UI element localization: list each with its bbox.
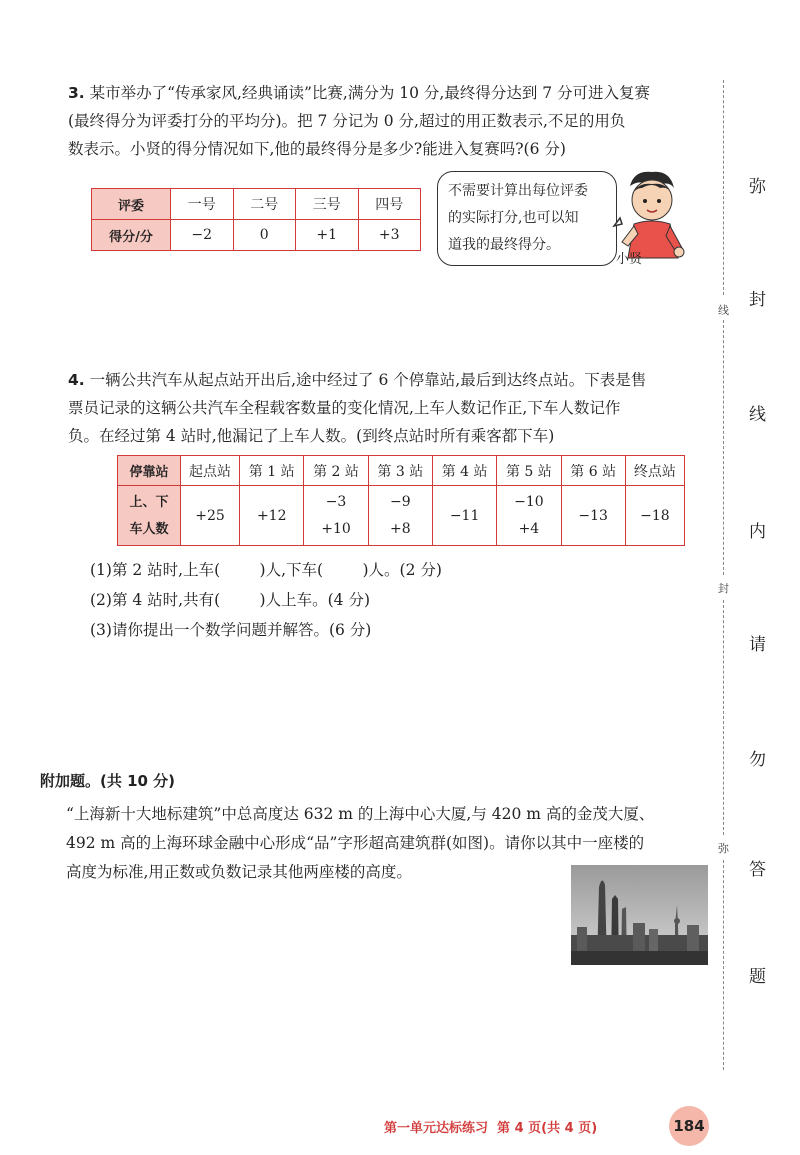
bonus-text-1: “上海新十大地标建筑”中总高度达 632 m 的上海中心大厦,与 420 m 高的金茂大厦、 [66, 805, 655, 823]
q4-header-label: 停靠站 [118, 456, 181, 486]
q4-change: −18 [625, 486, 684, 546]
margin-char: 勿 [749, 750, 766, 770]
q4-sub-question-1: (1)第 2 站时,上车( )人,下车( )人。(2 分) [90, 561, 442, 579]
page-number-badge: 184 [669, 1106, 709, 1146]
q4-row-label-line2: 车人数 [129, 521, 169, 537]
q4-change: −11 [432, 486, 496, 546]
q3-score: 0 [233, 220, 296, 251]
q4-text-3: 负。在经过第 4 站时,他漏记了上车人数。(到终点站时所有乘客都下车) [68, 427, 555, 445]
q3-number: 3. [68, 84, 85, 102]
q4-change-on: +4 [518, 520, 540, 537]
seal-line-segment [723, 600, 724, 835]
q4-line-1 [68, 366, 646, 394]
q3-score: +3 [358, 220, 421, 251]
q3-judge: 一号 [171, 189, 234, 220]
q4-station: 起点站 [181, 456, 240, 486]
q3-row-label: 得分/分 [92, 220, 171, 251]
q4-change [304, 486, 368, 546]
q3-text-3: 数表示。小贤的得分情况如下,他的最终得分是多少?能进入复赛吗?(6 分) [68, 140, 566, 158]
q4-number: 4. [68, 371, 85, 389]
q4-sub-question-2: (2)第 4 站时,共有( )人上车。(4 分) [90, 591, 370, 609]
q3-score-table [91, 188, 421, 251]
q4-station: 第 3 站 [368, 456, 432, 486]
margin-char: 内 [749, 522, 766, 542]
q4-row-label [118, 486, 181, 546]
speech-bubble [437, 171, 617, 266]
q4-station: 终点站 [625, 456, 684, 486]
seal-line-label: 弥 [718, 842, 729, 855]
seal-line-label: 封 [718, 582, 729, 595]
footer-text: 第一单元达标练习 第 4 页(共 4 页) [384, 1121, 598, 1136]
bubble-line: 道我的最终得分。 [448, 237, 560, 253]
q4-change: +25 [181, 486, 240, 546]
margin-char: 答 [749, 860, 766, 880]
seal-line-segment [723, 80, 724, 295]
q3-score: +1 [296, 220, 359, 251]
q4-text-2: 票员记录的这辆公共汽车全程载客数量的变化情况,上车人数记作正,下车人数记作 [68, 399, 621, 417]
q4-change [497, 486, 561, 546]
q4-text-1: 一辆公共汽车从起点站开出后,途中经过了 6 个停靠站,最后到达终点站。下表是售 [89, 371, 647, 389]
q3-line-1 [68, 79, 650, 107]
character-name-label: 小贤 [616, 252, 643, 267]
shanghai-skyline-photo [571, 865, 708, 965]
q4-change [368, 486, 432, 546]
margin-char: 题 [749, 967, 766, 987]
bonus-title: 附加题。(共 10 分) [40, 772, 176, 790]
bubble-line: 不需要计算出每位评委 [448, 183, 588, 199]
q3-header-label: 评委 [92, 189, 171, 220]
q3-text-2: (最终得分为评委打分的平均分)。把 7 分记为 0 分,超过的用正数表示,不足的用负 [68, 112, 626, 130]
q4-station: 第 4 站 [432, 456, 496, 486]
q4-change: −13 [561, 486, 625, 546]
q4-station: 第 1 站 [240, 456, 304, 486]
q4-sub-question-3: (3)请你提出一个数学问题并解答。(6 分) [90, 621, 372, 639]
q3-score: −2 [171, 220, 234, 251]
q3-text-1: 某市举办了“传承家风,经典诵读”比赛,满分为 10 分,最终得分达到 7 分可进入复赛 [89, 84, 651, 102]
seal-line-segment [723, 320, 724, 575]
q4-change-on: +8 [389, 520, 411, 537]
margin-char: 弥 [749, 177, 766, 197]
bubble-line: 的实际打分,也可以知 [448, 210, 579, 226]
q3-judge: 四号 [358, 189, 421, 220]
margin-char: 请 [749, 635, 766, 655]
margin-char: 线 [749, 405, 766, 425]
q4-change-off: −10 [514, 493, 544, 510]
q4-change: +12 [240, 486, 304, 546]
q4-station: 第 2 站 [304, 456, 368, 486]
seal-line-segment [723, 860, 724, 1070]
q4-row-label-line1: 上、下 [129, 494, 169, 510]
q3-judge: 二号 [233, 189, 296, 220]
bonus-text-3: 高度为标准,用正数或负数记录其他两座楼的高度。 [66, 863, 412, 881]
q4-change-on: +10 [321, 520, 351, 537]
q4-station: 第 5 站 [497, 456, 561, 486]
q4-bus-table [117, 455, 685, 546]
q4-change-off: −3 [325, 493, 347, 510]
bonus-text-2: 492 m 高的上海环球金融中心形成“品”字形超高建筑群(如图)。请你以其中一座楼的 [66, 834, 645, 852]
q4-station: 第 6 站 [561, 456, 625, 486]
seal-line-label: 线 [718, 304, 729, 317]
q4-change-off: −9 [389, 493, 411, 510]
q3-judge: 三号 [296, 189, 359, 220]
margin-char: 封 [749, 290, 766, 310]
